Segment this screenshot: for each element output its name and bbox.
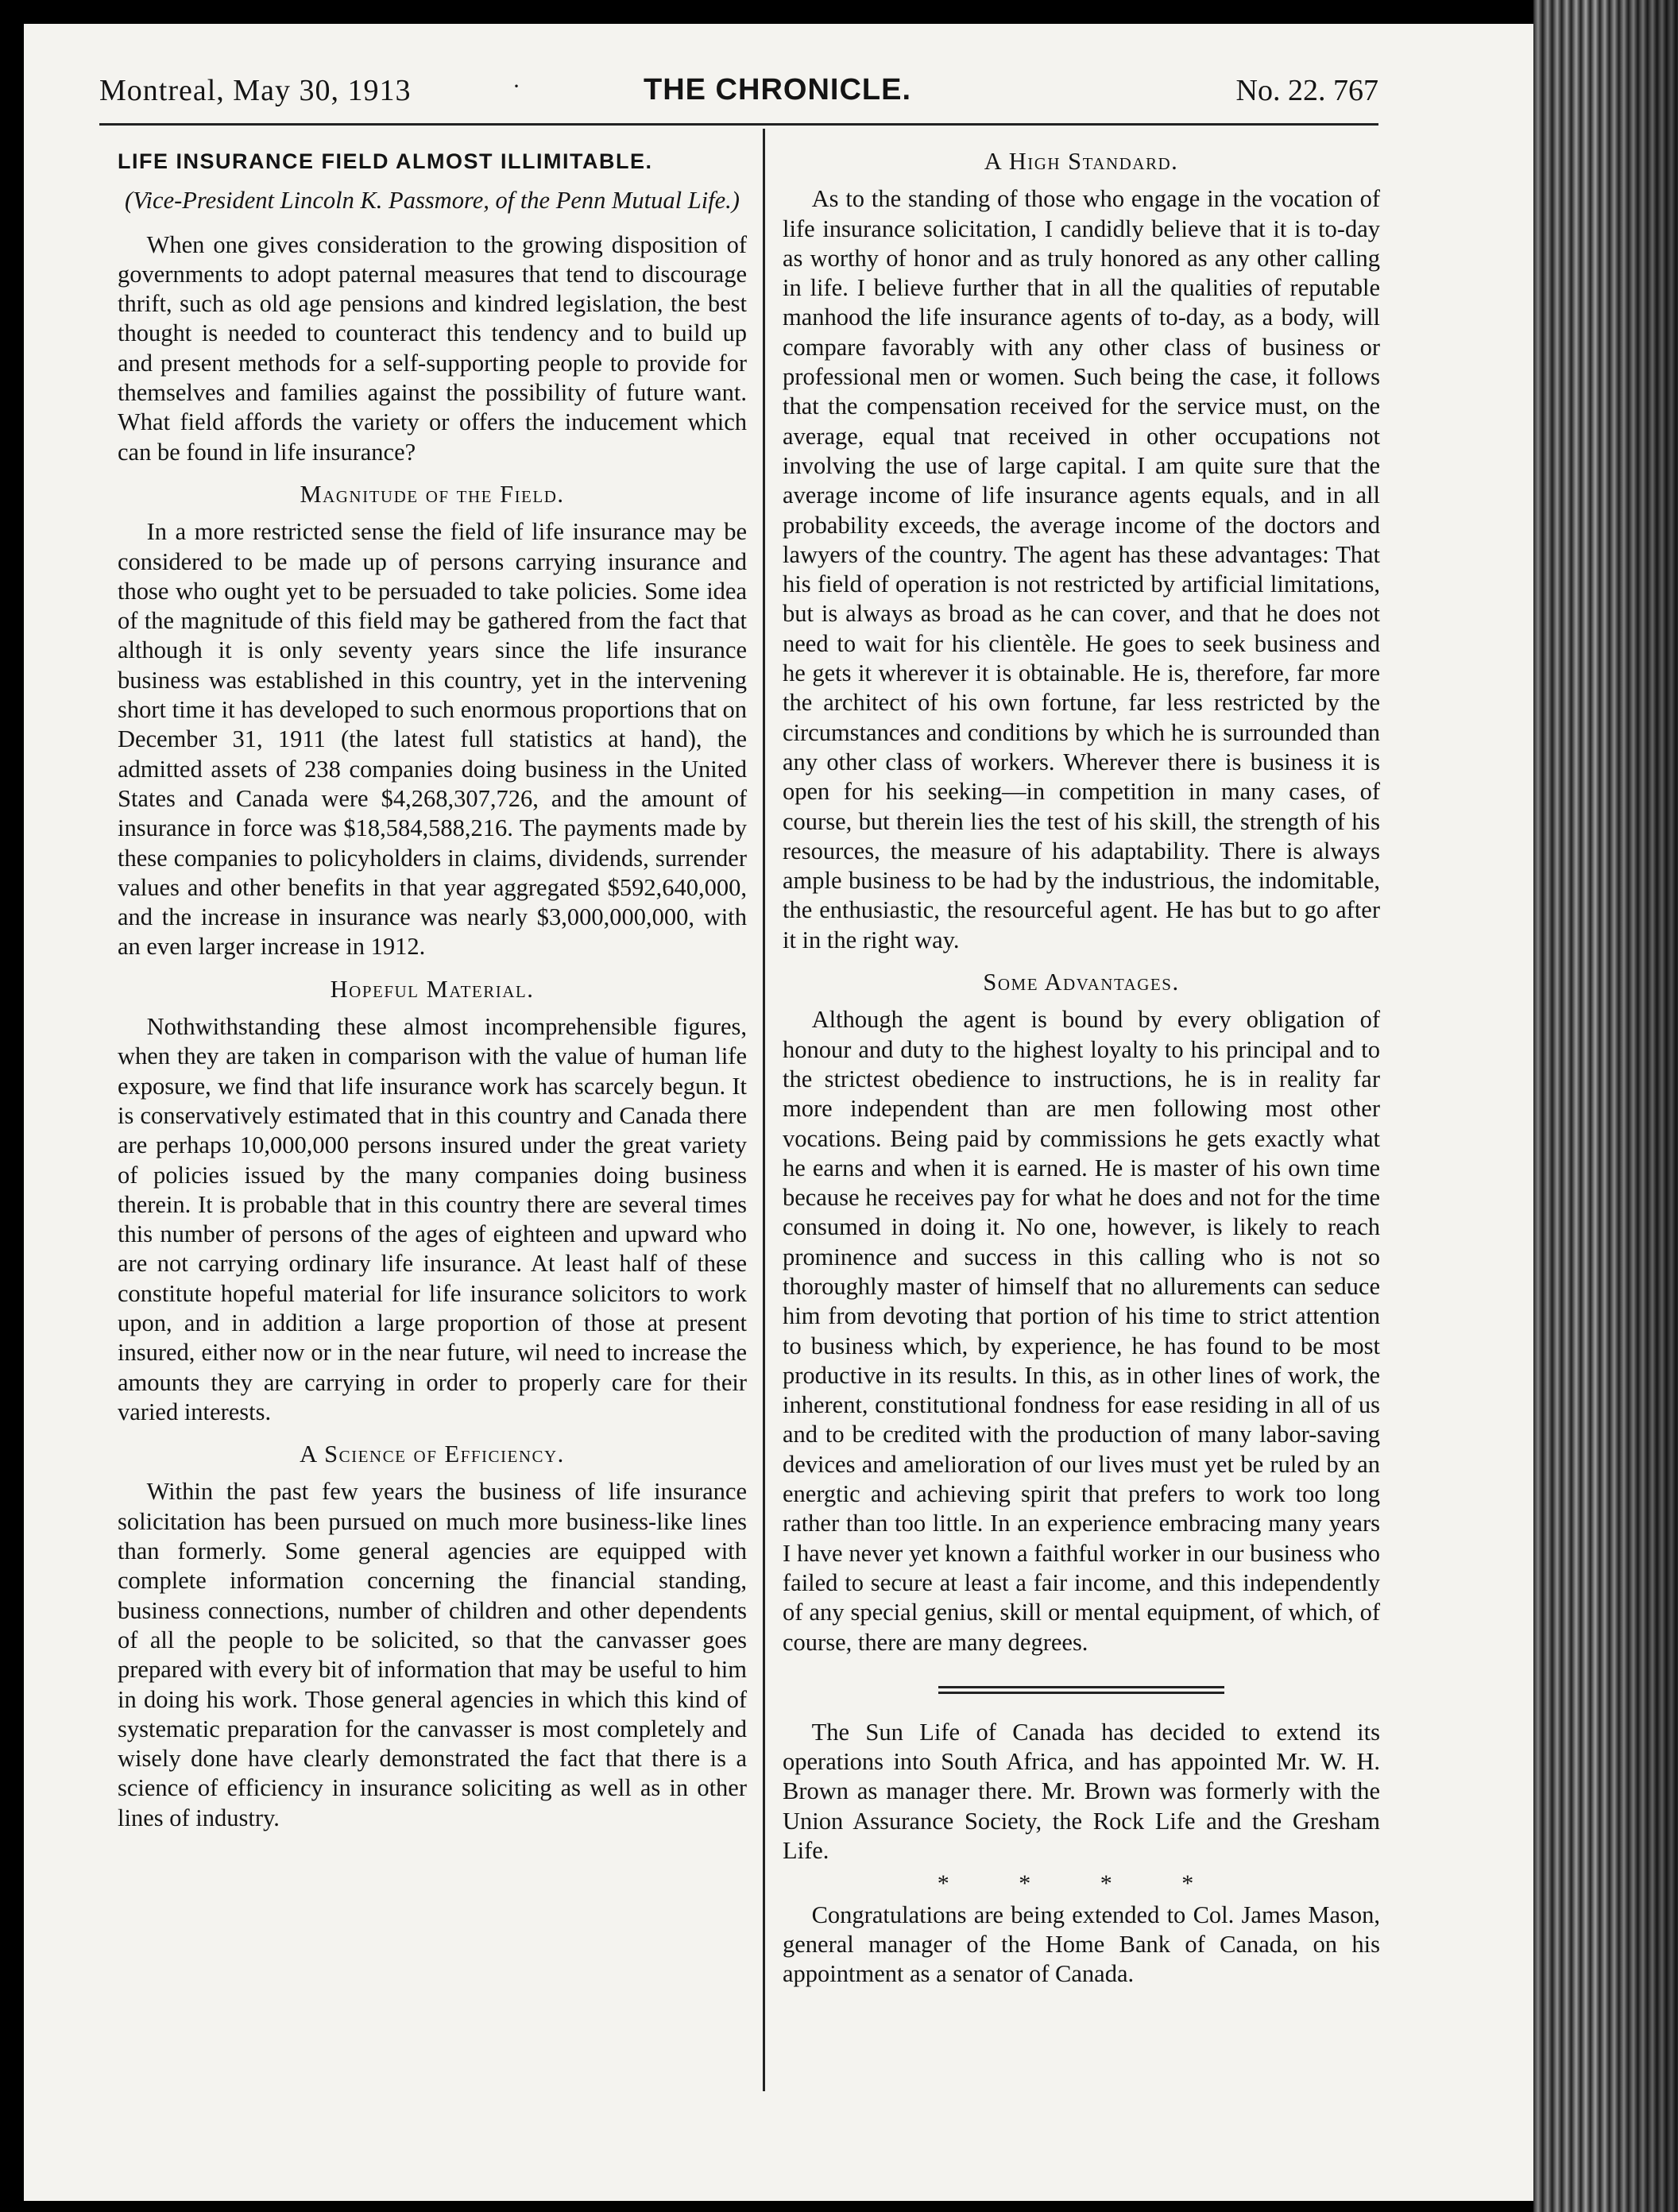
paragraph-science-of-efficiency: Within the past few years the business of life insurance solicitation has been pursued on much more business-like lines than formerly. Some general agencies are equipped with complete information concerning the financial standing, business connections, number of children and other dependents of all the people to be solicited, so that the canvasser goes prepared with every bit of information that may be useful to him in doing his work. Those general agencies in which this kind of systematic preparation for the canvasser is most completely and wisely done have clearly demonstrated the fact that there is a science of efficiency in insurance soliciting as well as in other lines of industry. <box>118 1478 747 1831</box>
paragraph-some-advantages: Although the agent is bound by every obligation of honour and duty to the highest loyalty to his principal and to the strictest obedience to instructions, he is in reality far more independent than are men following most other vocations. Being paid by commissions he gets exactly what he earns and when it is earned. He is master of his own time because he receives pay for what he does and not for the time consumed in doing it. No one, however, is likely to reach prominence and success in this calling who is not so thoroughly master of himself that no allurements can seduce him from devoting that portion of his time to strict attention to business which, by experience, he has found to be most productive in its results. In this, as in other lines of work, the inherent, constitutional fondness for ease residing in all of us and to be credited with the production of many labor-saving devices and amelioration of our lives must yet be ruled by an energtic and achieving spirit that prefers to work too long rather than too little. In an experience embracing many years I have never yet known a faithful worker in our business who failed to secure at least a fair income, and this independently of any special genius, skill or mental equipment, of which, of course, there are many degrees. <box>783 1006 1380 1656</box>
header-rule <box>99 123 1378 126</box>
asterism-separator: * * * * <box>937 1870 1226 1897</box>
article-byline: (Vice-President Lincoln K. Passmore, of the Penn Mutual Life.) <box>125 187 740 215</box>
page-header <box>99 73 1378 121</box>
column-left <box>118 147 747 1833</box>
article-intro-paragraph: When one gives consideration to the growing disposition of governments to adopt paternal measures that tend to discourage thrift, such as old age pensions and kindred legislation, the best thought is needed to counteract this tendency and to build up and present methods for a self-supporting people to provide for themselves and families against the possibility of future want. What field affords the variety or offers the inducement which can be found in life insurance? <box>118 230 747 466</box>
paragraph-magnitude: In a more restricted sense the field of life insurance may be considered to be made up of persons carrying insurance and those who ought yet to be persuaded to take policies. Some idea of the magnitude of this field may be gathered from the fact that although it is only seventy years since the life insurance business was established in this country, yet in the intervening short time it has developed to such enormous proportions that on December 31, 1911 (the latest full statistics at hand), the admitted assets of 238 companies doing business in the United States and Canada were $4,268,307,726, and the amount of insurance in force was $18,584,588,216. The payments made by these companies to policyholders in claims, dividends, surrender values and other benefits in that year aggregated $592,640,000, and the increase in insurance was nearly $3,000,000,000, with an even larger increase in 1912. <box>118 518 747 961</box>
article-title: LIFE INSURANCE FIELD ALMOST ILLIMITABLE. <box>118 149 653 173</box>
paragraph-hopeful-material: Nothwithstanding these almost incomprehensible figures, when they are taken in comparison with the value of human life exposure, we find that life insurance work has scarcely begun. It is conservatively estimated that in this country and Canada there are perhaps 10,000,000 persons insured under the great variety of policies issued by the many companies doing business therein. It is probable that in this country there are several times this number of persons of the ages of eighteen and upward who are not carrying ordinary life insurance. At least half of these constitute hopeful material for life insurance solicitors to work upon, and in addition a large proportion of those at present insured, either now or in the near future, wil need to increase the amounts they are carrying in order to properly care for their varied interests. <box>118 1013 747 1425</box>
news-note-congratulations: Congratulations are being extended to Col. James Mason, general manager of the Home Bank of Canada, on his appointment as a senator of Canada. <box>783 1901 1380 1988</box>
subheading-high-standard: A High Standard. <box>984 148 1179 175</box>
news-note-sun-life: The Sun Life of Canada has decided to extend its operations into South Africa, and has appointed Mr. W. H. Brown as manager there. Mr. Brown was formerly with the Union Assurance Society, the Rock Life and the Gresham Life. <box>783 1718 1380 1865</box>
subheading-some-advantages: Some Advantages. <box>983 969 1180 996</box>
header-publication-title: THE CHRONICLE. <box>644 73 911 106</box>
column-right <box>783 147 1380 1990</box>
double-rule-separator <box>938 1686 1224 1694</box>
subheading-hopeful-material: Hopeful Material. <box>330 975 535 1003</box>
book-page-edges <box>1533 0 1678 2212</box>
header-place-date: Montreal, May 30, 1913 <box>99 74 412 107</box>
header-dot: · <box>512 73 520 99</box>
column-divider <box>763 129 765 2091</box>
paragraph-high-standard: As to the standing of those who engage in the vocation of life insurance solicitation, I candidly believe that it is to-day as worthy of honor and as truly honored as any other calling in life. I believe further that in all the qualities of reputable manhood the life insurance agents of to-day, as a body, will compare favorably with any other class of business or professional men or women. Such being the case, it follows that the compensation received for the service must, on the average, equal tnat received in other occupations not involving the use of large capital. I am quite sure that the average income of life insurance agents equals, and in all probability exceeds, the average income of the doctors and lawyers of the country. The agent has these advantages: That his field of operation is not restricted by artificial limitations, but is always as broad as he can cover, and that he does not need to wait for his clientèle. He goes to seek business and he gets it wherever it is obtainable. He is, therefore, far more the architect of his own fortune, far less restricted by the circumstances and conditions by which he is surrounded than any other class of workers. Wherever there is business it is open for his seeking—in competition in many cases, of course, but therein lies the test of his skill, the strength of his resources, the measure of his adaptability. There is always ample business to be had by the industrious, the indomitable, the enthusiastic, the resourceful agent. He has but to go after it in the right way. <box>783 185 1380 953</box>
subheading-science-of-efficiency: A Science of Efficiency. <box>300 1441 565 1468</box>
header-issue-page-number: No. 22. 767 <box>1235 74 1378 107</box>
subheading-magnitude: Magnitude of the Field. <box>300 480 565 508</box>
